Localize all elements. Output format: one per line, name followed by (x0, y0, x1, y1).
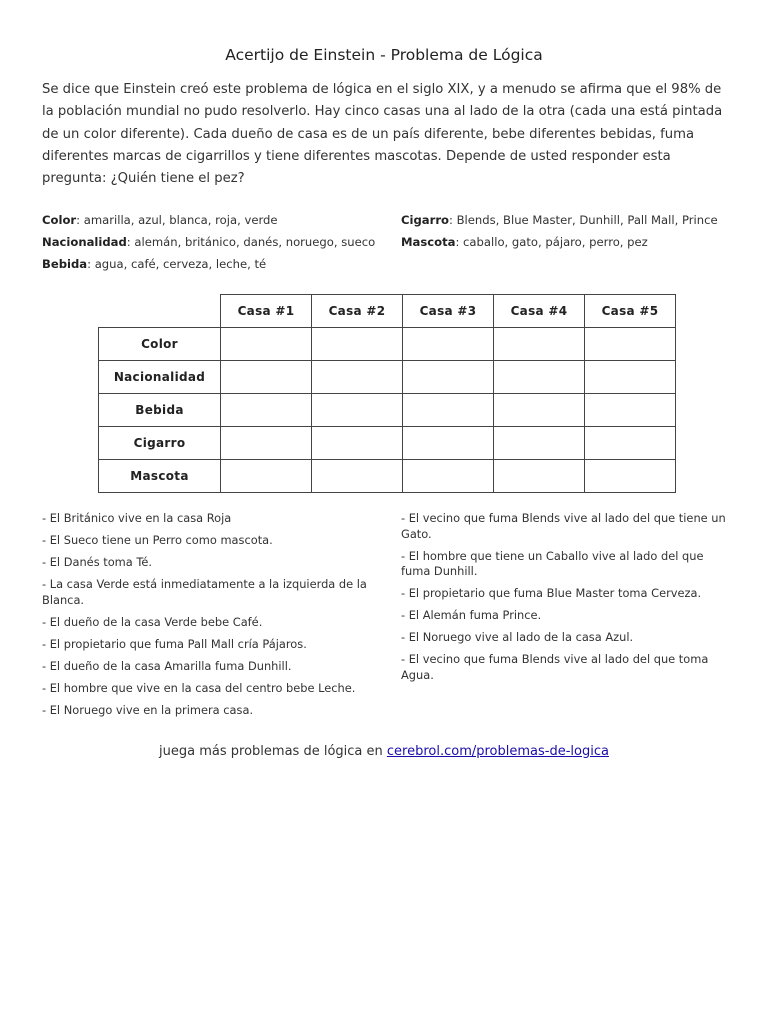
clue-item: - El propietario que fuma Pall Mall cría Pájaros. (42, 636, 307, 651)
grid-corner (99, 295, 221, 328)
grid-row (99, 361, 676, 394)
grid-cell[interactable] (221, 394, 312, 427)
category-nacionalidad: Nacionalidad: alemán, británico, danés, noruego, sueco (42, 235, 376, 249)
row-header: Nacionalidad (99, 361, 221, 394)
clue-item: - El dueño de la casa Amarilla fuma Dunhill. (42, 659, 292, 674)
column-header: Casa #3 (403, 295, 494, 328)
grid-cell[interactable] (403, 394, 494, 427)
clue-item: - El Noruego vive al lado de la casa Azul. (401, 630, 634, 645)
footer (0, 744, 768, 759)
clue-item: - La casa Verde está inmediatamente a la izquierda de la Blanca. (42, 577, 367, 607)
grid-cell[interactable] (312, 460, 403, 493)
clue-item: - El hombre que vive en la casa del centro bebe Leche. (42, 681, 356, 696)
footer-link[interactable]: cerebrol.com/problemas-de-logica (386, 744, 609, 759)
grid-cell[interactable] (585, 361, 676, 394)
grid-cell[interactable] (403, 328, 494, 361)
row-header: Bebida (99, 394, 221, 427)
grid-cell[interactable] (494, 427, 585, 460)
grid-cell[interactable] (312, 427, 403, 460)
row-header: Mascota (99, 460, 221, 493)
grid-header-row (99, 295, 676, 328)
column-header: Casa #2 (312, 295, 403, 328)
category-cigarro: Cigarro: Blends, Blue Master, Dunhill, Pall Mall, Prince (401, 213, 718, 227)
grid-row (99, 328, 676, 361)
clue-item: - El dueño de la casa Verde bebe Café. (42, 614, 263, 629)
categories-left (42, 209, 392, 275)
grid-cell[interactable] (221, 361, 312, 394)
column-header: Casa #1 (221, 295, 312, 328)
grid-cell[interactable] (494, 361, 585, 394)
grid-cell[interactable] (312, 394, 403, 427)
grid-row (99, 460, 676, 493)
clue-item: - El propietario que fuma Blue Master toma Cerveza. (401, 586, 702, 601)
column-header: Casa #5 (585, 295, 676, 328)
category-color: Color: amarilla, azul, blanca, roja, verde (42, 213, 278, 227)
clue-item: - El Danés toma Té. (42, 555, 153, 570)
clue-item: - El Noruego vive en la primera casa. (42, 703, 254, 718)
category-mascota: Mascota: caballo, gato, pájaro, perro, pez (401, 235, 648, 249)
grid-cell[interactable] (585, 460, 676, 493)
grid-cell[interactable] (494, 394, 585, 427)
category-bebida: Bebida: agua, café, cerveza, leche, té (42, 257, 267, 271)
grid-cell[interactable] (494, 328, 585, 361)
column-header: Casa #4 (494, 295, 585, 328)
clue-item: - El hombre que tiene un Caballo vive al lado del que fuma Dunhill. (401, 548, 704, 579)
grid-cell[interactable] (221, 460, 312, 493)
clue-item: - El vecino que fuma Blends vive al lado del que tiene un Gato. (401, 511, 726, 541)
grid-cell[interactable] (312, 328, 403, 361)
grid-cell[interactable] (221, 427, 312, 460)
row-header: Color (99, 328, 221, 361)
grid-cell[interactable] (312, 361, 403, 394)
categories-right (401, 209, 741, 253)
footer-text: juega más problemas de lógica en (159, 744, 387, 759)
clue-list-right (401, 511, 736, 690)
clue-item: - El vecino que fuma Blends vive al lado del que toma Agua. (401, 652, 709, 682)
grid-cell[interactable] (585, 427, 676, 460)
clue-item: - El Británico vive en la casa Roja (42, 511, 232, 525)
grid-row (99, 394, 676, 427)
page-title: Acertijo de Einstein - Problema de Lógica (225, 46, 543, 64)
grid-cell[interactable] (403, 361, 494, 394)
grid-cell[interactable] (221, 328, 312, 361)
grid-row (99, 427, 676, 460)
clue-list-left (42, 511, 387, 725)
puzzle-grid (98, 294, 676, 493)
grid-cell[interactable] (403, 460, 494, 493)
grid-cell[interactable] (585, 328, 676, 361)
grid-cell[interactable] (585, 394, 676, 427)
clue-item: - El Sueco tiene un Perro como mascota. (42, 533, 273, 548)
grid-cell[interactable] (403, 427, 494, 460)
intro-paragraph: Se dice que Einstein creó este problema de lógica en el siglo XIX, y a menudo se afirma que el 98% de la población mundial no pudo resolverlo. Hay cinco casas una al lado de la otra (cada una está pintada de un color diferente). Cada dueño de casa es de un país diferente, bebe diferentes bebidas, fuma diferentes marcas de cigarrillos y tiene diferentes mascotas. Depende de usted responder esta pregunta: ¿Quién tiene el pez? (42, 82, 723, 187)
row-header: Cigarro (99, 427, 221, 460)
clue-item: - El Alemán fuma Prince. (401, 608, 542, 623)
grid-cell[interactable] (494, 460, 585, 493)
